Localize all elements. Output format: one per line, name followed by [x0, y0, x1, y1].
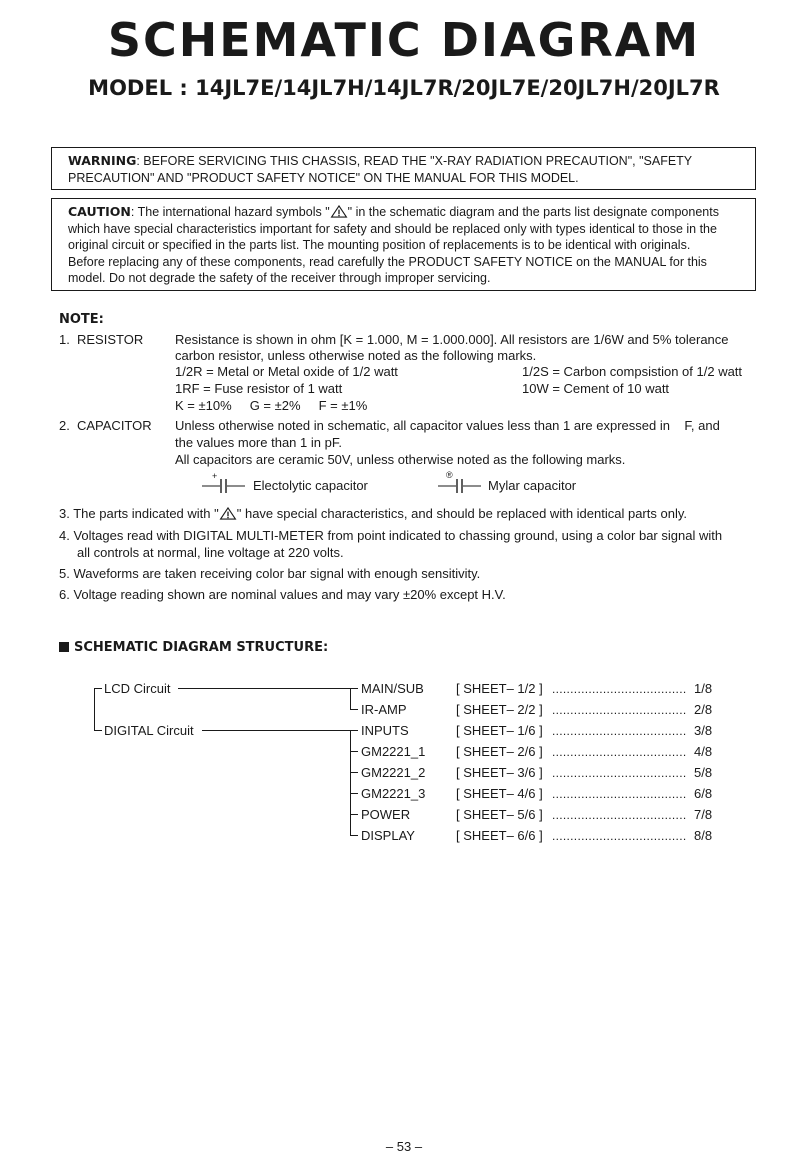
- entry-name: DISPLAY: [361, 828, 415, 843]
- entry-name: GM2221_3: [361, 786, 426, 801]
- tree-digital-vertical: [350, 730, 351, 835]
- page-title: SCHEMATIC DIAGRAM: [107, 13, 701, 67]
- entry-name: GM2221_1: [361, 744, 426, 759]
- hazard-triangle-icon: [219, 507, 237, 520]
- tree-tick: [350, 772, 358, 773]
- mylar-mark: ®: [446, 470, 453, 480]
- electrolytic-capacitor-symbol-icon: [200, 473, 248, 495]
- entry-sheet: [ SHEET– 1/6 ]: [456, 723, 543, 738]
- note-item-3-text-b: " have special characteristics, and should be replaced with identical parts only.: [236, 506, 687, 521]
- capacitor-line2: the values more than 1 in pF.: [175, 435, 342, 450]
- caution-text-line3: original circuit or specified in the parts list. The mounting position of replacements is to be identical with originals.: [68, 238, 691, 252]
- entry-page: 1/8: [694, 681, 713, 696]
- entry-dots: .....................................: [552, 787, 687, 801]
- entry-name: POWER: [361, 807, 411, 822]
- resistor-mark-fuse: 1RF = Fuse resistor of 1 watt: [175, 381, 343, 396]
- page-number: – 53 –: [385, 1139, 423, 1154]
- tree-lcd-connector: [178, 688, 358, 689]
- tree-left-tick-bottom: [94, 730, 102, 731]
- resistor-label: RESISTOR: [77, 332, 144, 347]
- resistor-line2: carbon resistor, unless otherwise noted as the following marks.: [175, 348, 537, 363]
- capacitor-line1: Unless otherwise noted in schematic, all capacitor values less than 1 are expressed in F, and: [175, 418, 720, 433]
- resistor-mark-carbon: 1/2S = Carbon compsistion of 1/2 watt: [522, 364, 743, 379]
- entry-page: 3/8: [694, 723, 713, 738]
- entry-page: 6/8: [694, 786, 713, 801]
- note-item-4-line2: all controls at normal, line voltage at 220 volts.: [77, 545, 344, 560]
- entry-name: GM2221_2: [361, 765, 426, 780]
- entry-sheet: [ SHEET– 3/6 ]: [456, 765, 543, 780]
- resistor-mark-metal: 1/2R = Metal or Metal oxide of 1/2 watt: [175, 364, 398, 379]
- entry-sheet: [ SHEET– 2/2 ]: [456, 702, 543, 717]
- entry-dots: .....................................: [552, 745, 687, 759]
- note-item-3-text-a: 3. The parts indicated with ": [59, 506, 219, 521]
- tree-tick: [350, 814, 358, 815]
- group-digital-circuit: DIGITAL Circuit: [104, 723, 194, 738]
- entry-sheet: [ SHEET– 5/6 ]: [456, 807, 543, 822]
- note-item-3: [59, 506, 687, 523]
- entry-dots: .....................................: [552, 829, 687, 843]
- note-heading: NOTE:: [59, 312, 104, 327]
- entry-name: MAIN/SUB: [361, 681, 424, 696]
- structure-heading-text: SCHEMATIC DIAGRAM STRUCTURE:: [74, 640, 329, 655]
- warning-text-line2: PRECAUTION" AND "PRODUCT SAFETY NOTICE" ON THE MANUAL FOR THIS MODEL.: [68, 170, 579, 185]
- note-item-4-line1: 4. Voltages read with DIGITAL MULTI-METER from point indicated to chassing ground, using a color bar signal with: [59, 528, 723, 543]
- entry-sheet: [ SHEET– 6/6 ]: [456, 828, 543, 843]
- model-line: MODEL : 14JL7E/14JL7H/14JL7R/20JL7E/20JL7H/20JL7R: [88, 76, 720, 100]
- warning-label: WARNING: [68, 153, 137, 168]
- capacitor-line3: All capacitors are ceramic 50V, unless otherwise noted as the following marks.: [175, 452, 626, 467]
- capacitor-number: 2.: [59, 418, 70, 433]
- caution-label: CAUTION: [68, 204, 131, 219]
- tree-tick: [350, 835, 358, 836]
- hazard-triangle-icon: [330, 205, 348, 218]
- structure-heading: [59, 640, 328, 655]
- caution-text-line1a: : The international hazard symbols ": [130, 205, 330, 219]
- entry-dots: .....................................: [552, 703, 687, 717]
- tree-tick: [350, 709, 358, 710]
- resistor-line1: Resistance is shown in ohm [K = 1.000, M = 1.000.000]. All resistors are 1/6W and 5% tolerance: [175, 332, 729, 347]
- entry-sheet: [ SHEET– 2/6 ]: [456, 744, 543, 759]
- entry-sheet: [ SHEET– 4/6 ]: [456, 786, 543, 801]
- note-item-5: 5. Waveforms are taken receiving color bar signal with enough sensitivity.: [59, 566, 481, 581]
- tree-left-vertical: [94, 688, 95, 731]
- tree-tick: [350, 793, 358, 794]
- caution-text-line5: model. Do not degrade the safety of the receiver through improper servicing.: [68, 271, 491, 285]
- caution-text-line1b: " in the schematic diagram and the parts list designate components: [347, 205, 719, 219]
- tree-left-tick-top: [94, 688, 102, 689]
- entry-page: 8/8: [694, 828, 713, 843]
- entry-page: 4/8: [694, 744, 713, 759]
- entry-page: 5/8: [694, 765, 713, 780]
- mylar-label: Mylar capacitor: [488, 478, 577, 493]
- tree-digital-connector: [202, 730, 358, 731]
- group-lcd-circuit: LCD Circuit: [104, 681, 171, 696]
- electrolytic-label: Electolytic capacitor: [253, 478, 368, 493]
- warning-box: [51, 147, 756, 190]
- resistor-tolerance: K = ±10% G = ±2% F = ±1%: [175, 398, 368, 413]
- note-item-6: 6. Voltage reading shown are nominal values and may vary ±20% except H.V.: [59, 587, 506, 602]
- tree-lcd-vertical: [350, 688, 351, 709]
- caution-text-line2: which have special characteristics important for safety and should be replaced only with types identical to those in the: [68, 221, 717, 236]
- entry-name: IR-AMP: [361, 702, 407, 717]
- resistor-number: 1.: [59, 332, 70, 347]
- entry-name: INPUTS: [361, 723, 409, 738]
- entry-dots: .....................................: [552, 808, 687, 822]
- entry-dots: .....................................: [552, 766, 687, 780]
- entry-dots: .....................................: [552, 724, 687, 738]
- tree-tick: [350, 751, 358, 752]
- warning-text-line1: : BEFORE SERVICING THIS CHASSIS, READ THE "X-RAY RADIATION PRECAUTION", "SAFETY: [136, 154, 693, 168]
- mylar-capacitor-symbol-icon: [436, 473, 484, 495]
- square-bullet-icon: [59, 642, 69, 652]
- caution-box: [51, 198, 756, 291]
- caution-text-line4: Before replacing any of these components, read carefully the PRODUCT SAFETY NOTICE on the MANUAL for this: [68, 254, 707, 269]
- entry-page: 2/8: [694, 702, 713, 717]
- electrolytic-plus-mark: +: [212, 471, 218, 481]
- entry-page: 7/8: [694, 807, 713, 822]
- entry-dots: .....................................: [552, 682, 687, 696]
- resistor-mark-cement: 10W = Cement of 10 watt: [522, 381, 670, 396]
- entry-sheet: [ SHEET– 1/2 ]: [456, 681, 543, 696]
- capacitor-label: CAPACITOR: [77, 418, 152, 433]
